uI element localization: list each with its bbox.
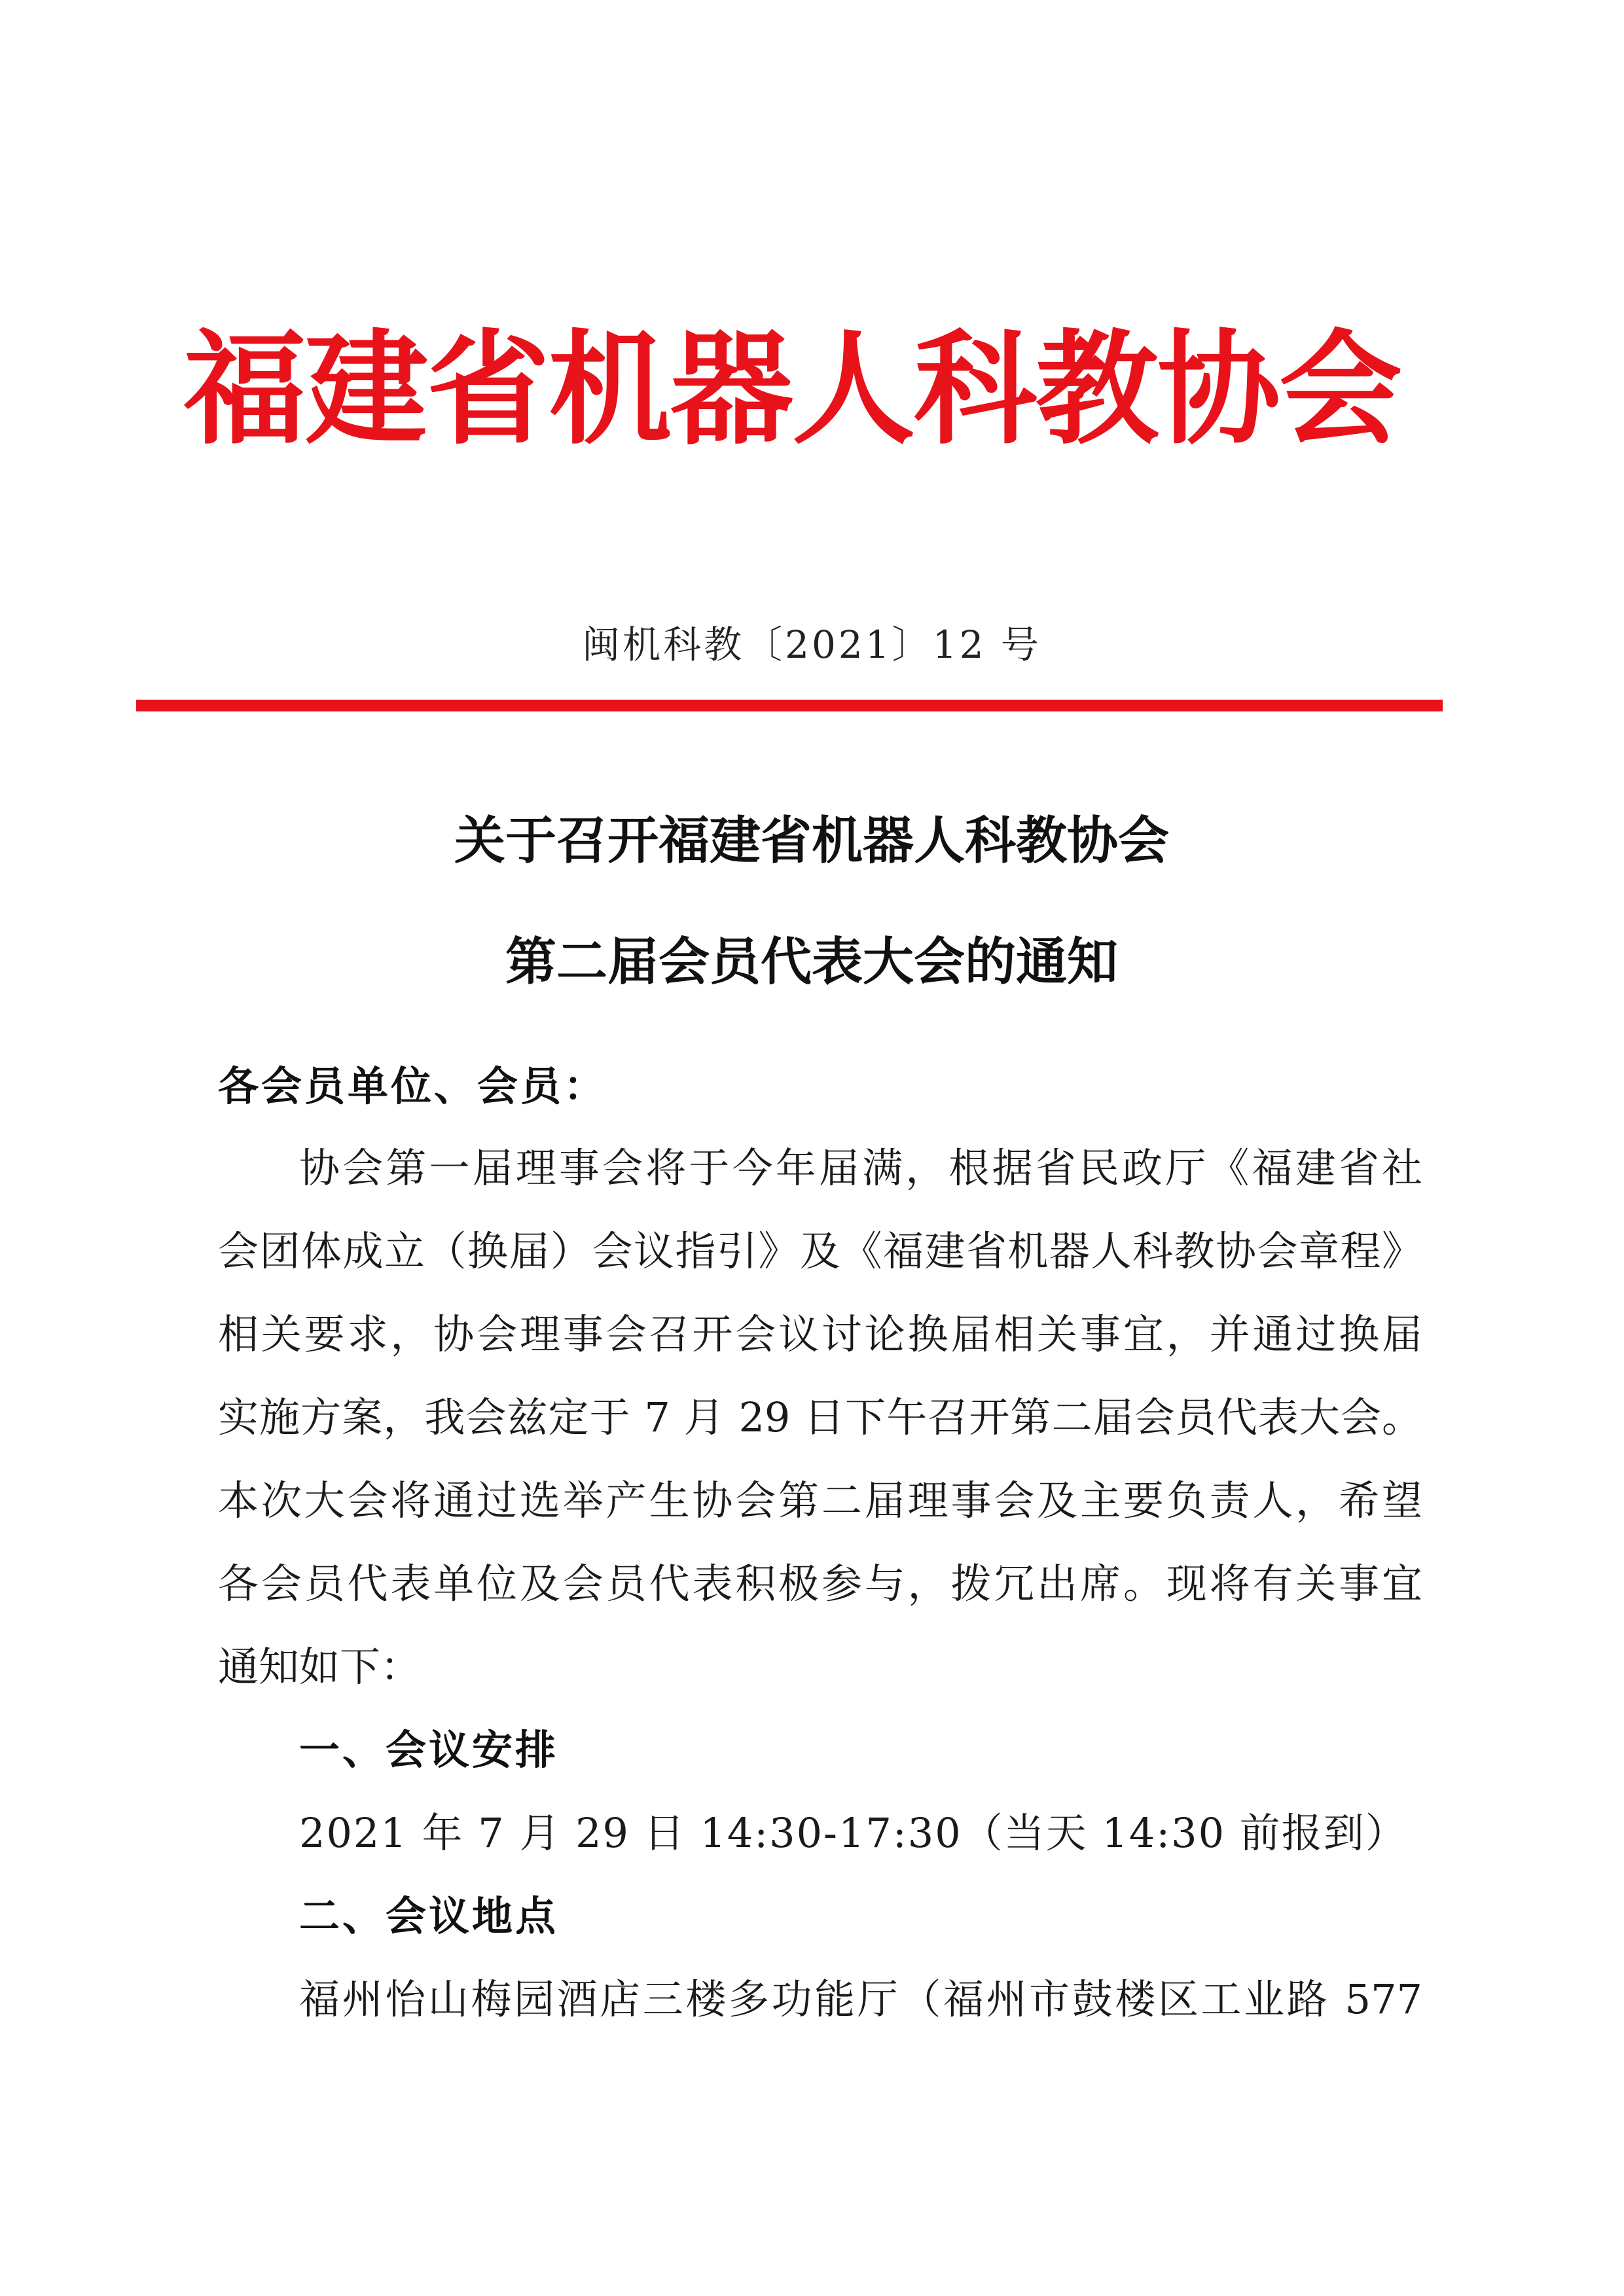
section-heading-meeting-schedule: 一、会议安排 <box>299 1726 559 1774</box>
masthead-org-name: 福建省机器人科教协会 <box>183 317 1401 461</box>
section-heading-meeting-location: 二、会议地点 <box>299 1892 559 1940</box>
paragraph-line: 实施方案，我会兹定于 7 月 29 日下午召开第二届会员代表大会。 <box>218 1393 1422 1441</box>
paragraph-line: 相关要求，协会理事会召开会议讨论换届相关事宜，并通过换届 <box>218 1310 1422 1358</box>
paragraph-line: 会团体成立（换届）会议指引》及《福建省机器人科教协会章程》 <box>218 1227 1422 1275</box>
meeting-location: 福州怡山梅园酒店三楼多功能厅（福州市鼓楼区工业路 577 <box>299 1975 1422 2023</box>
document-number: 闽机科教〔2021〕12 号 <box>582 622 1041 667</box>
meeting-time: 2021 年 7 月 29 日 14:30-17:30（当天 14:30 前报到） <box>299 1809 1407 1857</box>
paragraph-line: 协会第一届理事会将于今年届满，根据省民政厅《福建省社 <box>299 1144 1422 1192</box>
salutation: 各会员单位、会员： <box>218 1062 607 1110</box>
red-divider-rule <box>136 700 1443 711</box>
paragraph-line: 本次大会将通过选举产生协会第二届理事会及主要负责人，希望 <box>218 1477 1422 1524</box>
paragraph-line: 各会员代表单位及会员代表积极参与，拨冗出席。现将有关事宜 <box>218 1560 1422 1607</box>
notice-title-line-1: 关于召开福建省机器人科教协会 <box>454 812 1169 870</box>
notice-title-line-2: 第二届会员代表大会的通知 <box>505 933 1118 992</box>
paragraph-line: 通知如下： <box>218 1643 422 1691</box>
